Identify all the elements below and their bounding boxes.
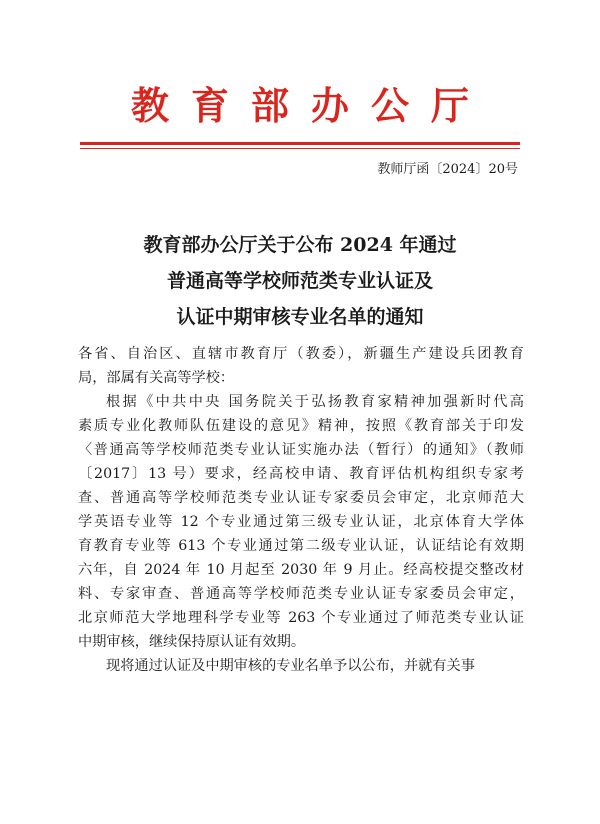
paragraph-line: 料、专家审查、普通高等学校师范类专业认证专家委员会审定，	[78, 586, 524, 602]
paragraph-line: 根据《中共中央 国务院关于弘扬教育家精神加强新时代高	[106, 394, 524, 410]
paragraph-line: 育教育专业等 613 个专业通过第二级专业认证，认证结论有效期	[78, 538, 524, 554]
paragraph-line: 现将通过认证及中期审核的专业名单予以公布，并就有关事	[106, 658, 475, 674]
addressee-line: 局，部属有关高等学校：	[78, 370, 235, 386]
document-number: 教师厅函〔2024〕20号	[377, 162, 518, 177]
issuer-masthead: 教育部办公厅	[130, 83, 491, 128]
document-body	[78, 342, 524, 678]
header-rule-thin	[80, 148, 520, 149]
title-line: 认证中期审核专业名单的通知	[176, 306, 424, 328]
paragraph-line: 北京师范大学地理科学专业等 263 个专业通过了师范类专业认证	[78, 610, 524, 626]
header-rule-thick	[80, 142, 520, 145]
document-title	[0, 227, 600, 335]
paragraph-line: 查、普通高等学校师范类专业认证专家委员会审定，北京师范大	[78, 490, 524, 506]
title-line: 教育部办公厅关于公布 2024 年通过	[143, 234, 457, 256]
paragraph-line: 〈普通高等学校师范类专业认证实施办法（暂行）的通知》（教师	[78, 442, 524, 458]
addressee-line: 各省、自治区、直辖市教育厅（教委），新疆生产建设兵团教育	[78, 346, 524, 362]
paragraph-line: 素质专业化教师队伍建设的意见》精神，按照《教育部关于印发	[78, 418, 524, 434]
paragraph-line: 〔2017〕13 号）要求，经高校申请、教育评估机构组织专家考	[78, 466, 524, 482]
paragraph-line: 学英语专业等 12 个专业通过第三级专业认证，北京体育大学体	[78, 514, 524, 530]
paragraph-line: 中期审核，继续保持原认证有效期。	[78, 634, 306, 650]
title-line: 普通高等学校师范类专业认证及	[166, 270, 433, 292]
paragraph-line: 六年，自 2024 年 10 月起至 2030 年 9 月止。经高校提交整改材	[78, 562, 524, 578]
